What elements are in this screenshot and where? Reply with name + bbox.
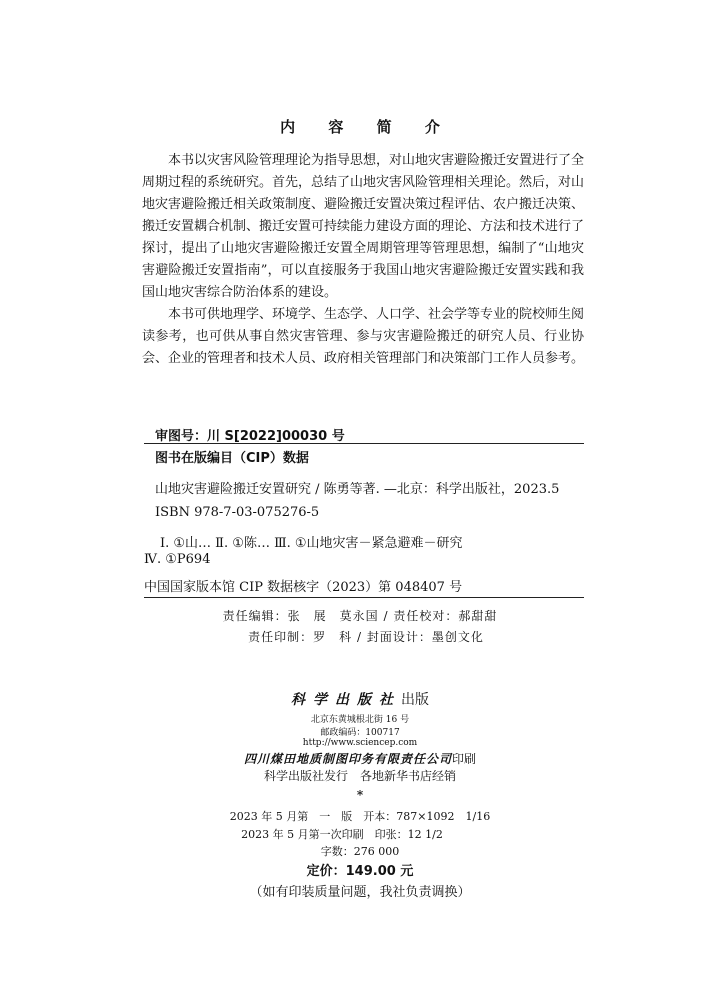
edition-line-3: 字数：276 000 [320,845,400,858]
map-review-number: 审图号：川 S[2022]00030 号 [155,429,345,444]
publisher-url: http://www.sciencep.com [302,738,418,748]
abstract-paragraph-2: 本书可供地理学、环境学、生态学、人口学、社会学等专业的院校师生阅读参考，也可供从事自然灾害管理、参与灾害避险搬迁的研究人员、行业协会、企业的管理者和技术人员、政府相关管理部门和决策部门工作人员参考。 [142,307,585,366]
distribution-line: 科学出版社发行 各地新华书店经销 [263,769,456,783]
publisher-logo: 科学出版社 [291,692,401,708]
cip-heading: 图书在版编目（CIP）数据 [155,451,309,466]
credits-production: 责任印制：罗 科 / 封面设计：墨创文化 [248,630,484,644]
edition-line-2: 2023 年 5 月第一次印刷 印张：12 1/2 [241,828,443,841]
abstract-paragraph-1: 本书以灾害风险管理理论为指导思想，对山地灾害避险搬迁安置进行了全周期过程的系统研究。首先，总结了山地灾害风险管理相关理论。然后，对山地灾害避险搬迁相关政策制度、避险搬迁安置决策过程评估、农户搬迁决策、搬迁安置耦合机制、搬迁安置可持续能力建设方面的理论、方法和技术进行了探讨，提出了山地灾害避险搬迁安置全周期管理等管理思想，编制了“山地灾害避险搬迁安置指南”，可以直接服务于我国山地灾害避险搬迁安置实践和我国山地灾害综合防治体系的建设。 [142,153,585,300]
divider-bottom [144,597,584,598]
printer-suffix: 印刷 [452,752,477,766]
cip-classification-2: Ⅳ. ①P694 [144,552,211,567]
publisher-line [0,689,720,709]
publisher-address: 北京东黄城根北街 16 号 [310,715,410,725]
cip-isbn: ISBN 978-7-03-075276-5 [155,505,320,520]
publisher-postcode: 邮政编码：100717 [320,728,400,738]
cip-title-line: 山地灾害避险搬迁安置研究 / 陈勇等著. —北京：科学出版社，2023.5 [155,482,560,497]
cip-archive-number: 中国国家版本馆 CIP 数据核字（2023）第 048407 号 [144,580,463,595]
divider-top [144,443,584,444]
publisher-suffix: 出版 [401,692,429,708]
edition-line-1: 2023 年 5 月第 一 版 开本：787×1092 1/16 [229,810,491,823]
printer-logo: 四川煤田地质制图印务有限责任公司 [243,752,452,766]
page-title: 内 容 简 介 [280,118,454,136]
abstract [142,150,584,370]
separator-star: * [356,788,364,802]
cip-classification-1: Ⅰ. ①山… Ⅱ. ①陈… Ⅲ. ①山地灾害－紧急避难－研究 [160,536,463,551]
quality-notice: （如有印装质量问题，我社负责调换） [249,885,471,900]
printer-line [0,750,720,767]
credits-editors: 责任编辑：张 展 莫永国 / 责任校对：郝甜甜 [222,609,498,623]
price: 定价：149.00 元 [306,864,414,879]
